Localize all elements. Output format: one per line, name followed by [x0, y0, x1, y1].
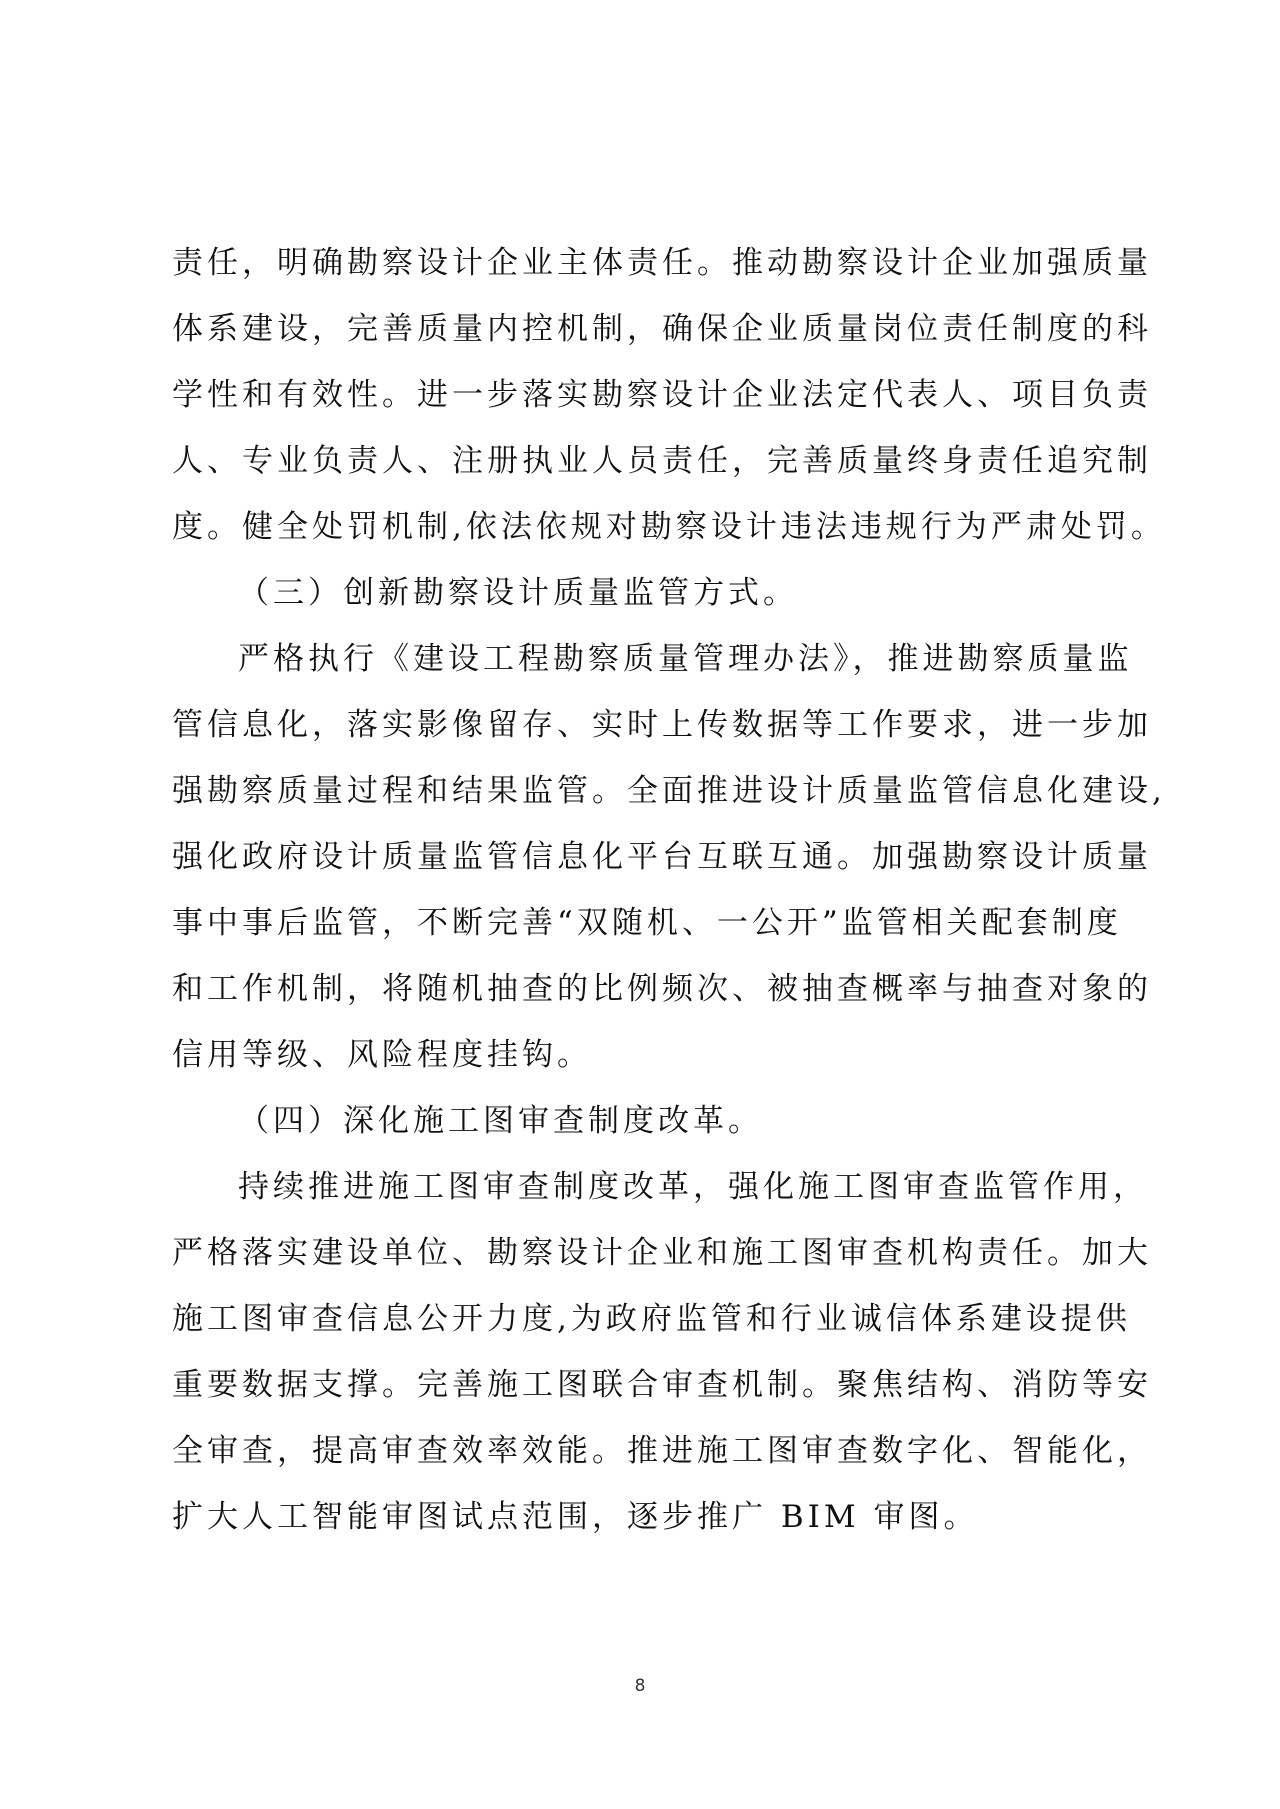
body-line: 责任，明确勘察设计企业主体责任。推动勘察设计企业加强质量 — [172, 245, 1152, 281]
body-line: 全审查，提高审查效率效能。推进施工图审查数字化、智能化， — [172, 1433, 1152, 1469]
body-line: 事中事后监管，不断完善“双随机、一公开”监管相关配套制度 — [172, 905, 1122, 941]
body-line: 度。健全处罚机制,依法依规对勘察设计违法违规行为严肃处罚。 — [172, 509, 1166, 545]
body-line: 施工图审查信息公开力度,为政府监管和行业诚信体系建设提供 — [172, 1301, 1131, 1337]
document-body — [172, 230, 1166, 1550]
paragraph-first-line: 持续推进施工图审查制度改革，强化施工图审查监管作用， — [238, 1169, 1148, 1205]
body-line: 和工作机制，将随机抽查的比例频次、被抽查概率与抽查对象的 — [172, 971, 1152, 1007]
section-heading: （三）创新勘察设计质量监管方式。 — [238, 575, 798, 611]
body-line: 强化政府设计质量监管信息化平台互联互通。加强勘察设计质量 — [172, 839, 1152, 875]
body-line: 体系建设，完善质量内控机制，确保企业质量岗位责任制度的科 — [172, 311, 1152, 347]
body-line: 重要数据支撑。完善施工图联合审查机制。聚焦结构、消防等安 — [172, 1367, 1152, 1403]
body-line: 管信息化，落实影像留存、实时上传数据等工作要求，进一步加 — [172, 707, 1152, 743]
paragraph-first-line: 严格执行《建设工程勘察质量管理办法》，推进勘察质量监 — [238, 641, 1133, 677]
body-line: 人、专业负责人、注册执业人员责任，完善质量终身责任追究制 — [172, 443, 1152, 479]
body-line: 信用等级、风险程度挂钩。 — [172, 1037, 592, 1073]
page-number: 8 — [634, 1676, 646, 1696]
body-line: 强勘察质量过程和结果监管。全面推进设计质量监管信息化建设, — [172, 773, 1166, 809]
body-line: 学性和有效性。进一步落实勘察设计企业法定代表人、项目负责 — [172, 377, 1152, 413]
body-line: 严格落实建设单位、勘察设计企业和施工图审查机构责任。加大 — [172, 1235, 1152, 1271]
section-heading: （四）深化施工图审查制度改革。 — [238, 1103, 763, 1139]
body-line: 扩大人工智能审图试点范围，逐步推广 BIM 审图。 — [172, 1499, 979, 1535]
